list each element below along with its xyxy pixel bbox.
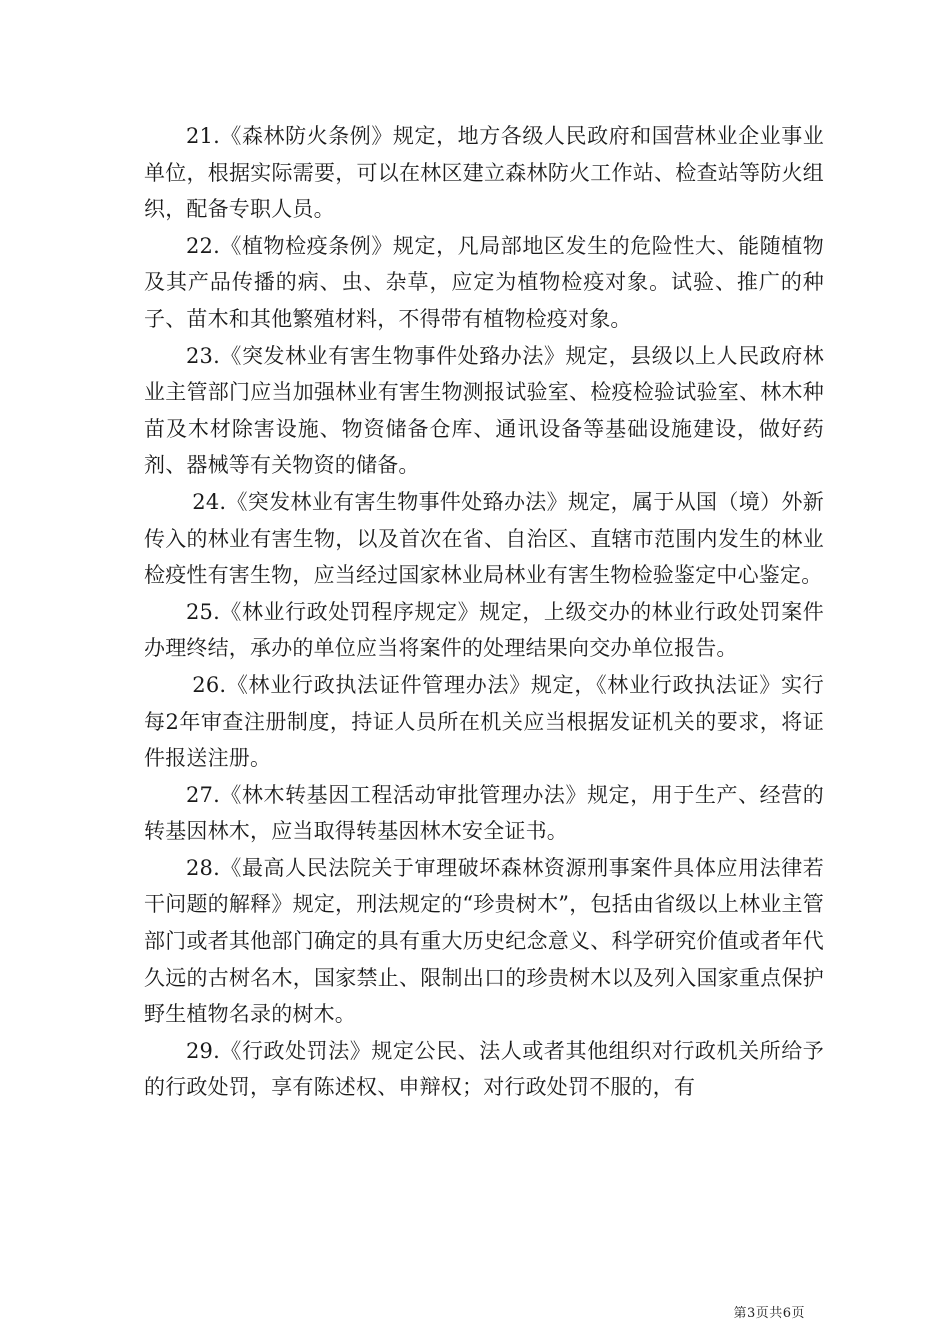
paragraph-25: 25.《林业行政处罚程序规定》规定，上级交办的林业行政处罚案件办理终结，承办的单位应当将案件的处理结果向交办单位报告。 [144, 599, 824, 661]
paragraph-22: 22.《植物检疫条例》规定，凡局部地区发生的危险性大、能随植物及其产品传播的病、虫、杂草，应定为植物检疫对象。试验、推广的种子、苗木和其他繁殖材料，不得带有植物检疫对象。 [144, 233, 824, 331]
paragraph-28: 28.《最高人民法院关于审理破坏森林资源刑事案件具体应用法律若干问题的解释》规定，刑法规定的“珍贵树木”，包括由省级以上林业主管部门或者其他部门确定的具有重大历史纪念意义、科学研究价值或者年代久远的古树名木，国家禁止、限制出口的珍贵树木以及列入国家重点保护野生植物名录的树木。 [144, 855, 824, 1027]
paragraph-23: 23.《突发林业有害生物事件处臵办法》规定，县级以上人民政府林业主管部门应当加强林业有害生物测报试验室、检疫检验试验室、林木种苗及木材除害设施、物资储备仓库、通讯设备等基础设施建设，做好药剂、器械等有关物资的储备。 [144, 343, 824, 478]
paragraph-26: 26.《林业行政执法证件管理办法》规定，《林业行政执法证》实行每2年审查注册制度，持证人员所在机关应当根据发证机关的要求，将证件报送注册。 [144, 672, 824, 771]
paragraph-29: 29.《行政处罚法》规定公民、法人或者其他组织对行政机关所给予的行政处罚，享有陈述权、申辩权；对行政处罚不服的，有 [144, 1038, 824, 1100]
paragraph-21: 21.《森林防火条例》规定，地方各级人民政府和国营林业企业事业单位，根据实际需要，可以在林区建立森林防火工作站、检查站等防火组织，配备专职人员。 [144, 124, 824, 222]
paragraph-24: 24.《突发林业有害生物事件处臵办法》规定，属于从国（境）外新传入的林业有害生物，以及首次在省、自治区、直辖市范围内发生的林业检疫性有害生物，应当经过国家林业局林业有害生物检验鉴定中心鉴定。 [144, 489, 824, 588]
paragraph-27: 27.《林木转基因工程活动审批管理办法》规定，用于生产、经营的转基因林木，应当取得转基因林木安全证书。 [144, 782, 824, 844]
page-number-footer: 第3页共6页 [733, 1306, 805, 1321]
document-body [144, 118, 824, 1106]
